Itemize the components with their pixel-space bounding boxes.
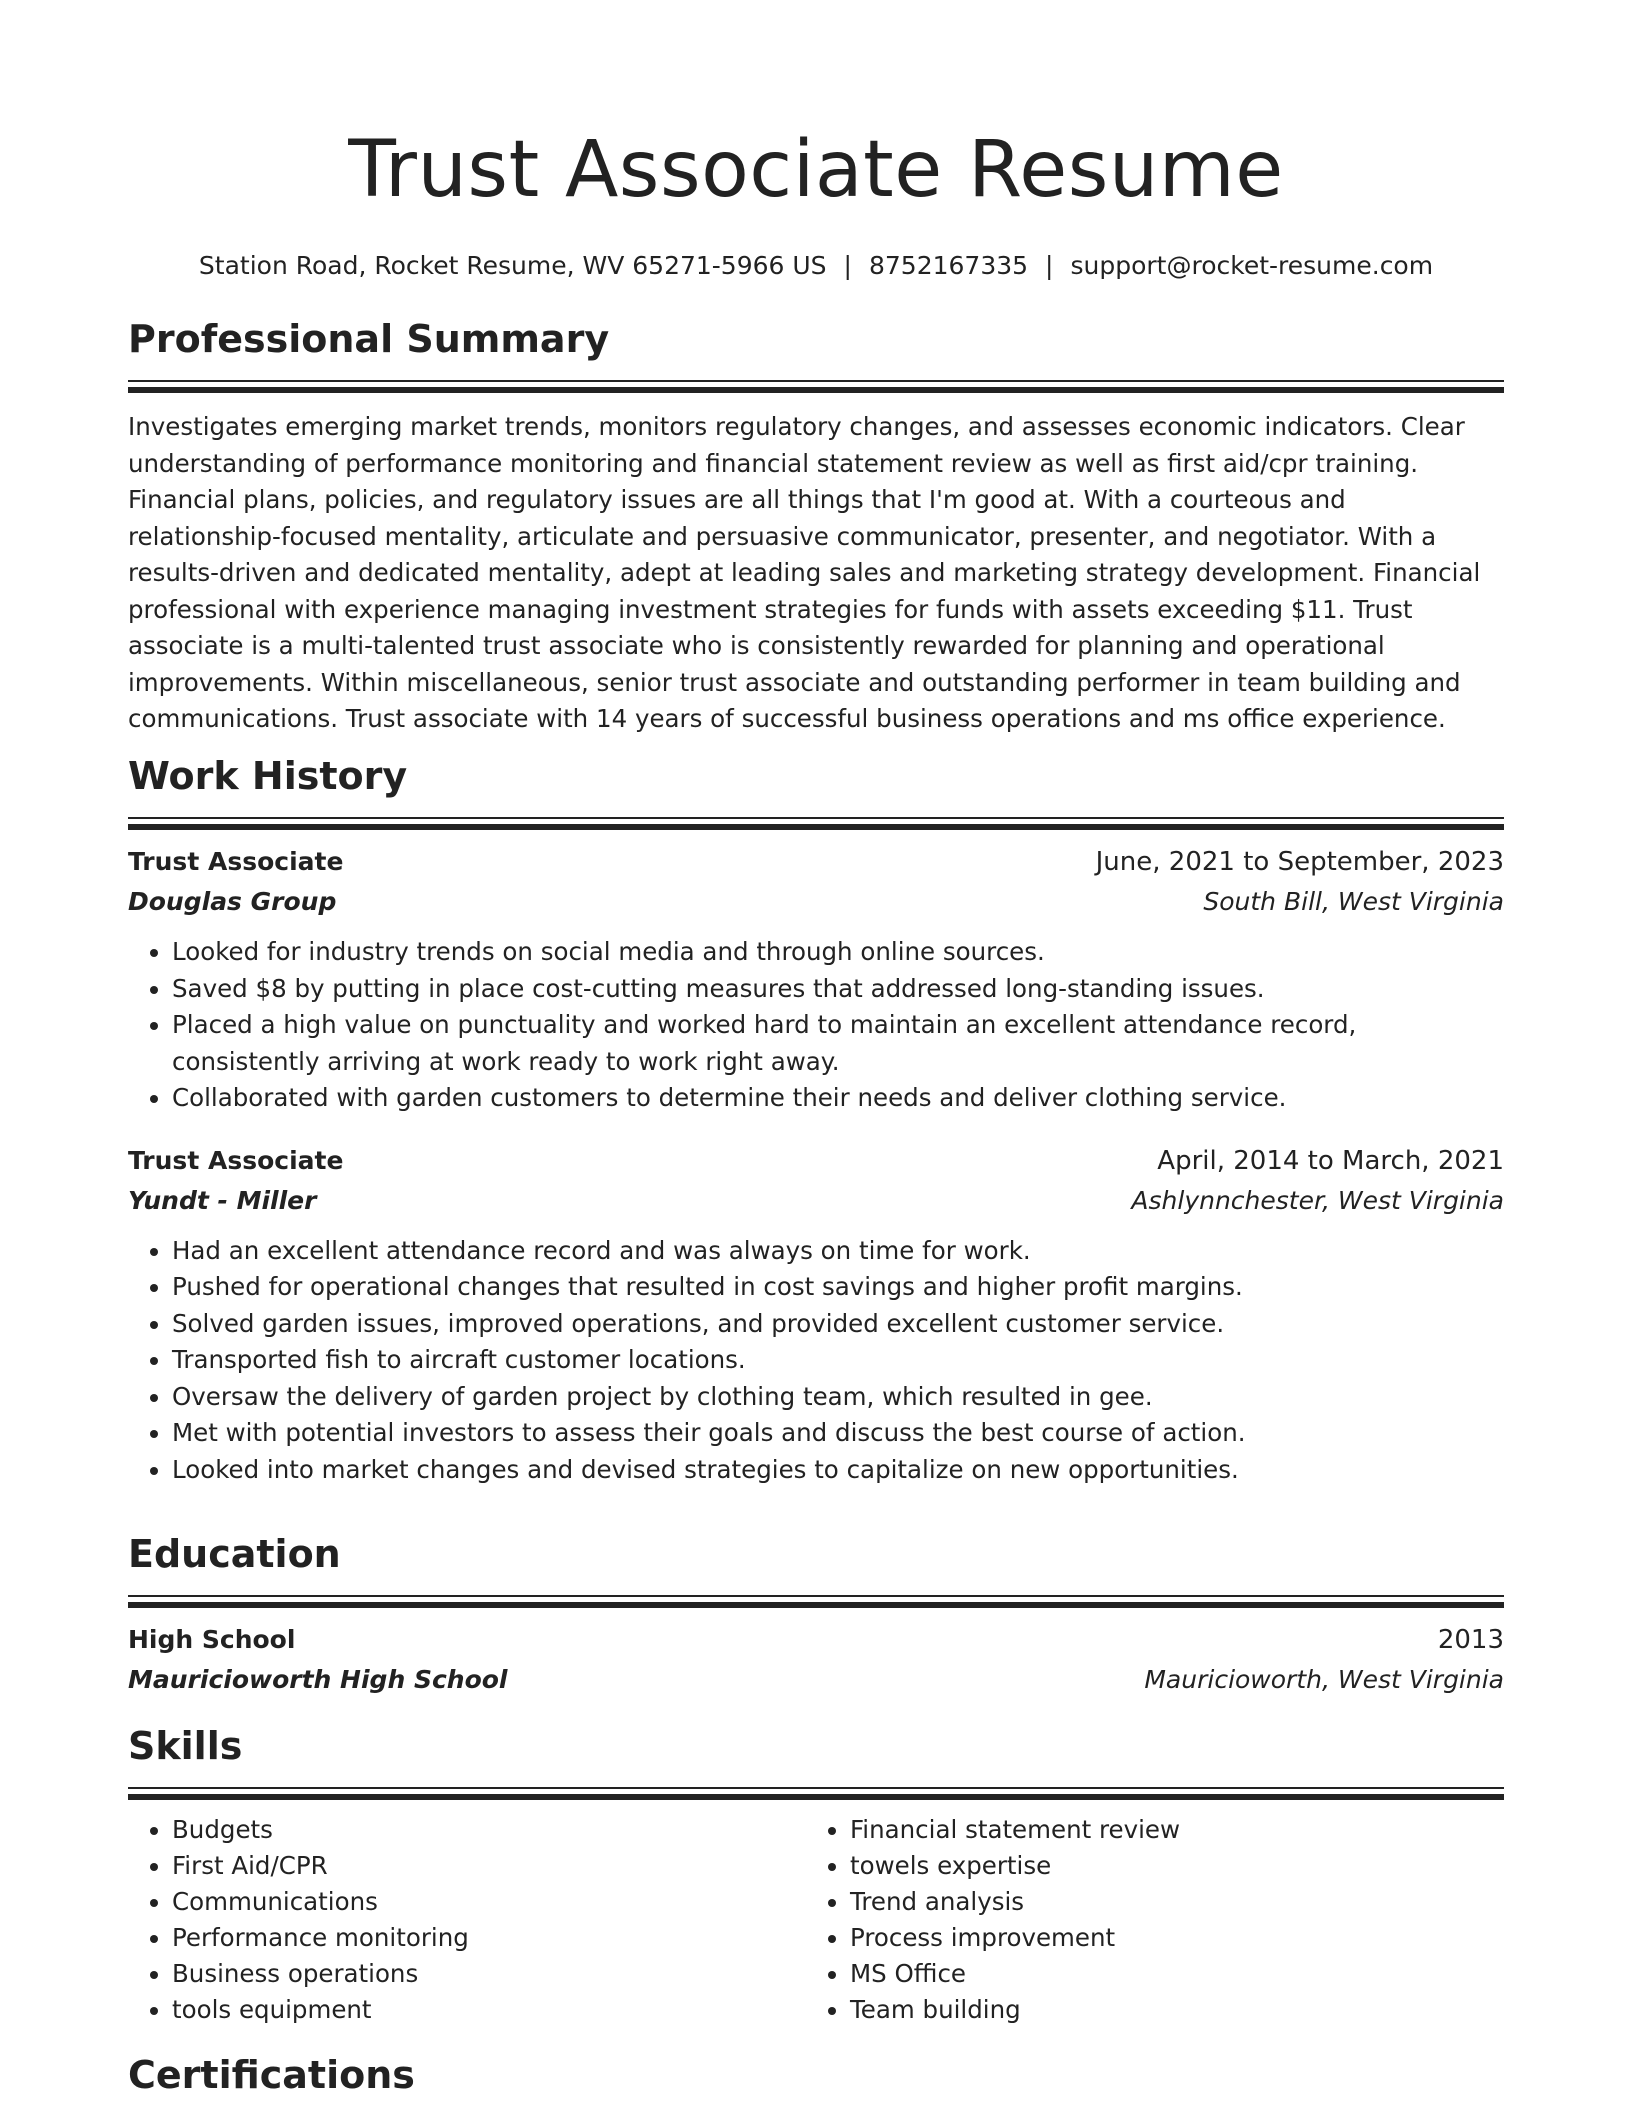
list-item: • Looked for industry trends on social media and through online sources. (172, 934, 1504, 971)
contact-separator: | (843, 251, 852, 280)
section-divider (128, 380, 1504, 382)
list-item: • Oversaw the delivery of garden project by clothing team, which resulted in gee. (172, 1379, 1504, 1416)
education-entry (128, 1620, 1504, 1700)
job-location: Ashlynnchester, West Virginia (1131, 1185, 1504, 1215)
skill-item: • Team building (850, 1992, 1484, 2028)
section-title-education: Education (128, 1532, 341, 1576)
job-title: Trust Associate (128, 847, 344, 876)
skills-list-left (128, 1812, 806, 2028)
list-item: • Collaborated with garden customers to determine their needs and deliver clothing service. (172, 1080, 1504, 1117)
summary-text: Investigates emerging market trends, monitors regulatory changes, and assesses economic indicators. Clear understanding of performance monitoring and financial statement review as well as first aid/cpr training. Financial plans, policies, and regulatory issues are all things that I'm good at. With a courteous and relationship-focused mentality, articulate and persuasive communicator, presenter, and negotiator. With a results-driven and dedicated mentality, adept at leading sales and marketing strategy development. Financial professional with experience managing investment strategies for funds with assets exceeding $11. Trust associate is a multi-talented trust associate who is consistently rewarded for planning and operational improvements. Within miscellaneous, senior trust associate and outstanding performer in team building and communications. Trust associate with 14 years of successful business operations and ms office experience. (128, 412, 1481, 733)
section-divider (128, 1595, 1504, 1597)
contact-separator: | (1045, 251, 1054, 280)
education-year: 2013 (1437, 1625, 1504, 1655)
education-location: Mauricioworth, West Virginia (1144, 1665, 1504, 1694)
section-title-skills: Skills (128, 1724, 243, 1768)
job-dates: June, 2021 to September, 2023 (1095, 847, 1504, 877)
skill-item: • Communications (172, 1884, 806, 1920)
section-title-certifications: Certifications (128, 2053, 415, 2097)
skill-item: • Budgets (172, 1812, 806, 1848)
job-dates: April, 2014 to March, 2021 (1157, 1145, 1504, 1176)
skill-item: • towels expertise (850, 1848, 1484, 1884)
section-divider (128, 1787, 1504, 1789)
list-item: • Had an excellent attendance record and was always on time for work. (172, 1233, 1504, 1270)
list-item: • Transported fish to aircraft customer locations. (172, 1342, 1504, 1379)
list-item: • Saved $8 by putting in place cost-cutting measures that addressed long-standing issues. (172, 971, 1504, 1008)
section-title-work: Work History (128, 754, 408, 798)
skill-item: • First Aid/CPR (172, 1848, 806, 1884)
skills-columns (128, 1812, 1504, 2028)
education-section (128, 1531, 1504, 1700)
skill-item: • Business operations (172, 1956, 806, 1992)
skills-section (128, 1723, 1504, 2028)
section-divider (128, 817, 1504, 819)
resume-title: Trust Associate Resume (348, 125, 1284, 215)
education-degree: High School (128, 1625, 296, 1654)
skill-item: • Trend analysis (850, 1884, 1484, 1920)
job-bullets (128, 1233, 1504, 1489)
list-item: • Solved garden issues, improved operations, and provided excellent customer service. (172, 1306, 1504, 1343)
section-title-summary: Professional Summary (128, 317, 610, 361)
contact-phone: 8752167335 (868, 251, 1029, 280)
job-title: Trust Associate (128, 1145, 344, 1175)
skill-item: • tools equipment (172, 1992, 806, 2028)
contact-address: Station Road, Rocket Resume, WV 65271-5966 US (198, 251, 827, 280)
certifications-section (128, 2052, 1504, 2098)
job-location: South Bill, West Virginia (1203, 887, 1504, 916)
job-bullets (128, 934, 1504, 1117)
job-entry (128, 1141, 1504, 1489)
section-divider (128, 1602, 1504, 1608)
contact-email: support@rocket-resume.com (1070, 251, 1434, 280)
summary-section (128, 316, 1504, 738)
job-company: Yundt - Miller (128, 1185, 317, 1215)
work-history-section (128, 753, 1504, 1488)
skill-item: • Financial statement review (850, 1812, 1484, 1848)
job-entry (128, 842, 1504, 1117)
list-item: • Looked into market changes and devised strategies to capitalize on new opportunities. (172, 1452, 1504, 1489)
section-divider (128, 387, 1504, 393)
job-company: Douglas Group (128, 887, 337, 916)
skill-item: • Process improvement (850, 1920, 1484, 1956)
list-item: • Met with potential investors to assess their goals and discuss the best course of action. (172, 1415, 1504, 1452)
education-school: Mauricioworth High School (128, 1665, 508, 1694)
list-item: • Placed a high value on punctuality and worked hard to maintain an excellent attendance record, consistently arriving at work ready to work right away. (172, 1007, 1504, 1080)
section-divider (128, 1794, 1504, 1800)
section-divider (128, 824, 1504, 830)
skills-list-right (806, 1812, 1484, 2028)
skill-item: • MS Office (850, 1956, 1484, 1992)
contact-line (128, 250, 1504, 282)
list-item: • Pushed for operational changes that resulted in cost savings and higher profit margins. (172, 1269, 1504, 1306)
skill-item: • Performance monitoring (172, 1920, 806, 1956)
resume-page (128, 0, 1504, 2097)
